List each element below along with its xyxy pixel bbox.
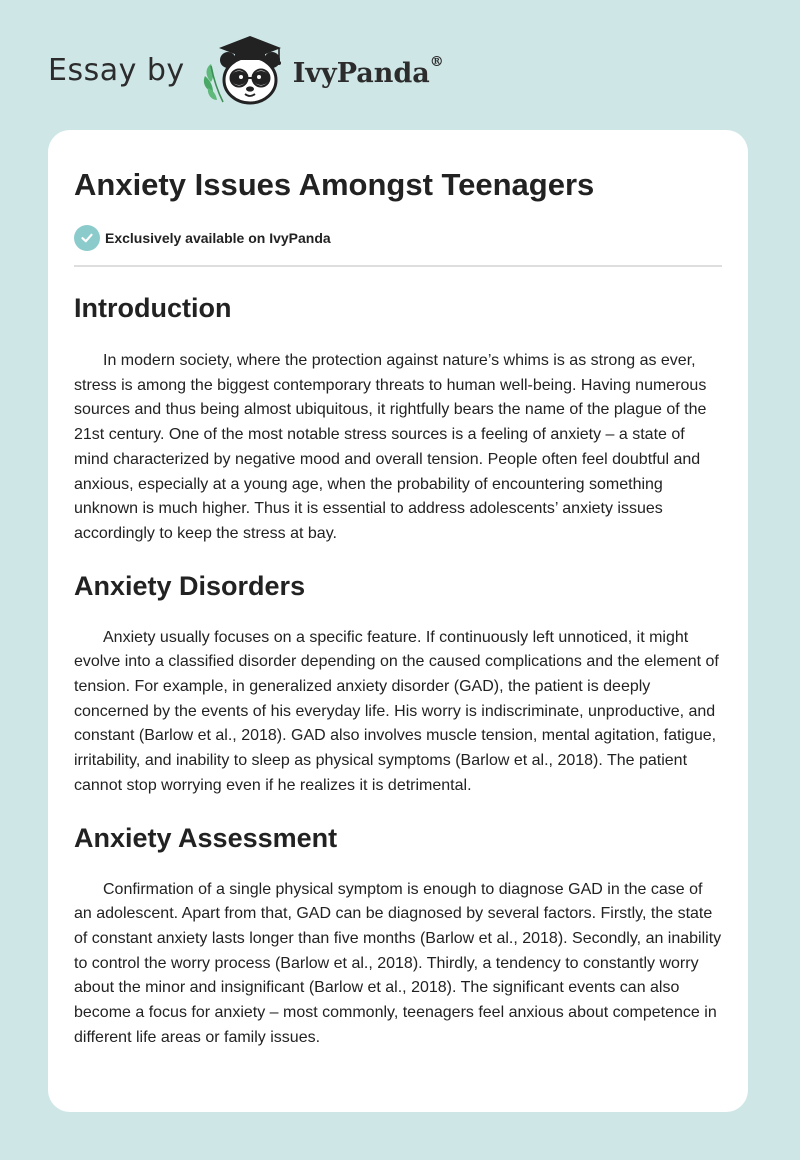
exclusive-badge-text: Exclusively available on IvyPanda [105,230,331,246]
exclusive-badge [74,225,722,251]
section-heading-anxiety-assessment: Anxiety Assessment [74,822,338,853]
check-circle-icon [74,225,100,251]
essay-card [48,130,748,1112]
brand-text: IvyPanda [292,57,430,89]
brand-name[interactable] [292,53,444,89]
registered-mark: ® [429,53,444,70]
paragraph-introduction: In modern society, where the protection against nature’s whims is as strong as ever, stress is among the biggest contemporary threats to human well-being. Having numerous sources and thus being almost ubiquitous, it rightfully bears the name of the plague of the 21st century. One of the most notable stress sources is a feeling of anxiety – a state of mind characterized by negative mood and overall tension. People often feel doubtful and anxious, especially at a young age, when the probability of encountering something unknown is much higher. Thus it is essential to address adolescents’ anxiety issues accordingly to keep the stress at bay. [74,352,707,542]
panda-graduate-icon[interactable] [199,30,291,110]
page-title: Anxiety Issues Amongst Teenagers [74,167,595,202]
paragraph-anxiety-disorders: Anxiety usually focuses on a specific feature. If continuously left unnoticed, it might evolve into a classified disorder depending on the caused complications and the element of tension. For example, in generalized anxiety disorder (GAD), the patient is deeply concerned by the events of his everyday life. His worry is indiscriminate, unproductive, and constant (Barlow et al., 2018). GAD also involves muscle tension, mental agitation, fatigue, irritability, and inability to sleep as physical symptoms (Barlow et al., 2018). The patient cannot stop worrying even if he realizes it is detrimental. [74,628,719,794]
title-divider [74,265,722,267]
essay-by-label: Essay by [48,52,185,88]
section-heading-anxiety-disorders: Anxiety Disorders [74,570,306,601]
section-heading-introduction: Introduction [74,293,232,323]
site-header [48,30,444,110]
paragraph-anxiety-assessment: Confirmation of a single physical symptom is enough to diagnose GAD in the case of an adolescent. Apart from that, GAD can be diagnosed by several factors. Firstly, the state of constant anxiety lasts longer than five months (Barlow et al., 2018). Secondly, an inability to control the worry process (Barlow et al., 2018). Thirdly, a tendency to constantly worry about the minor and insignificant (Barlow et al., 2018). The significant events can also become a focus for anxiety – most commonly, teenagers feel anxious about competence in different life areas or family issues. [74,880,722,1046]
